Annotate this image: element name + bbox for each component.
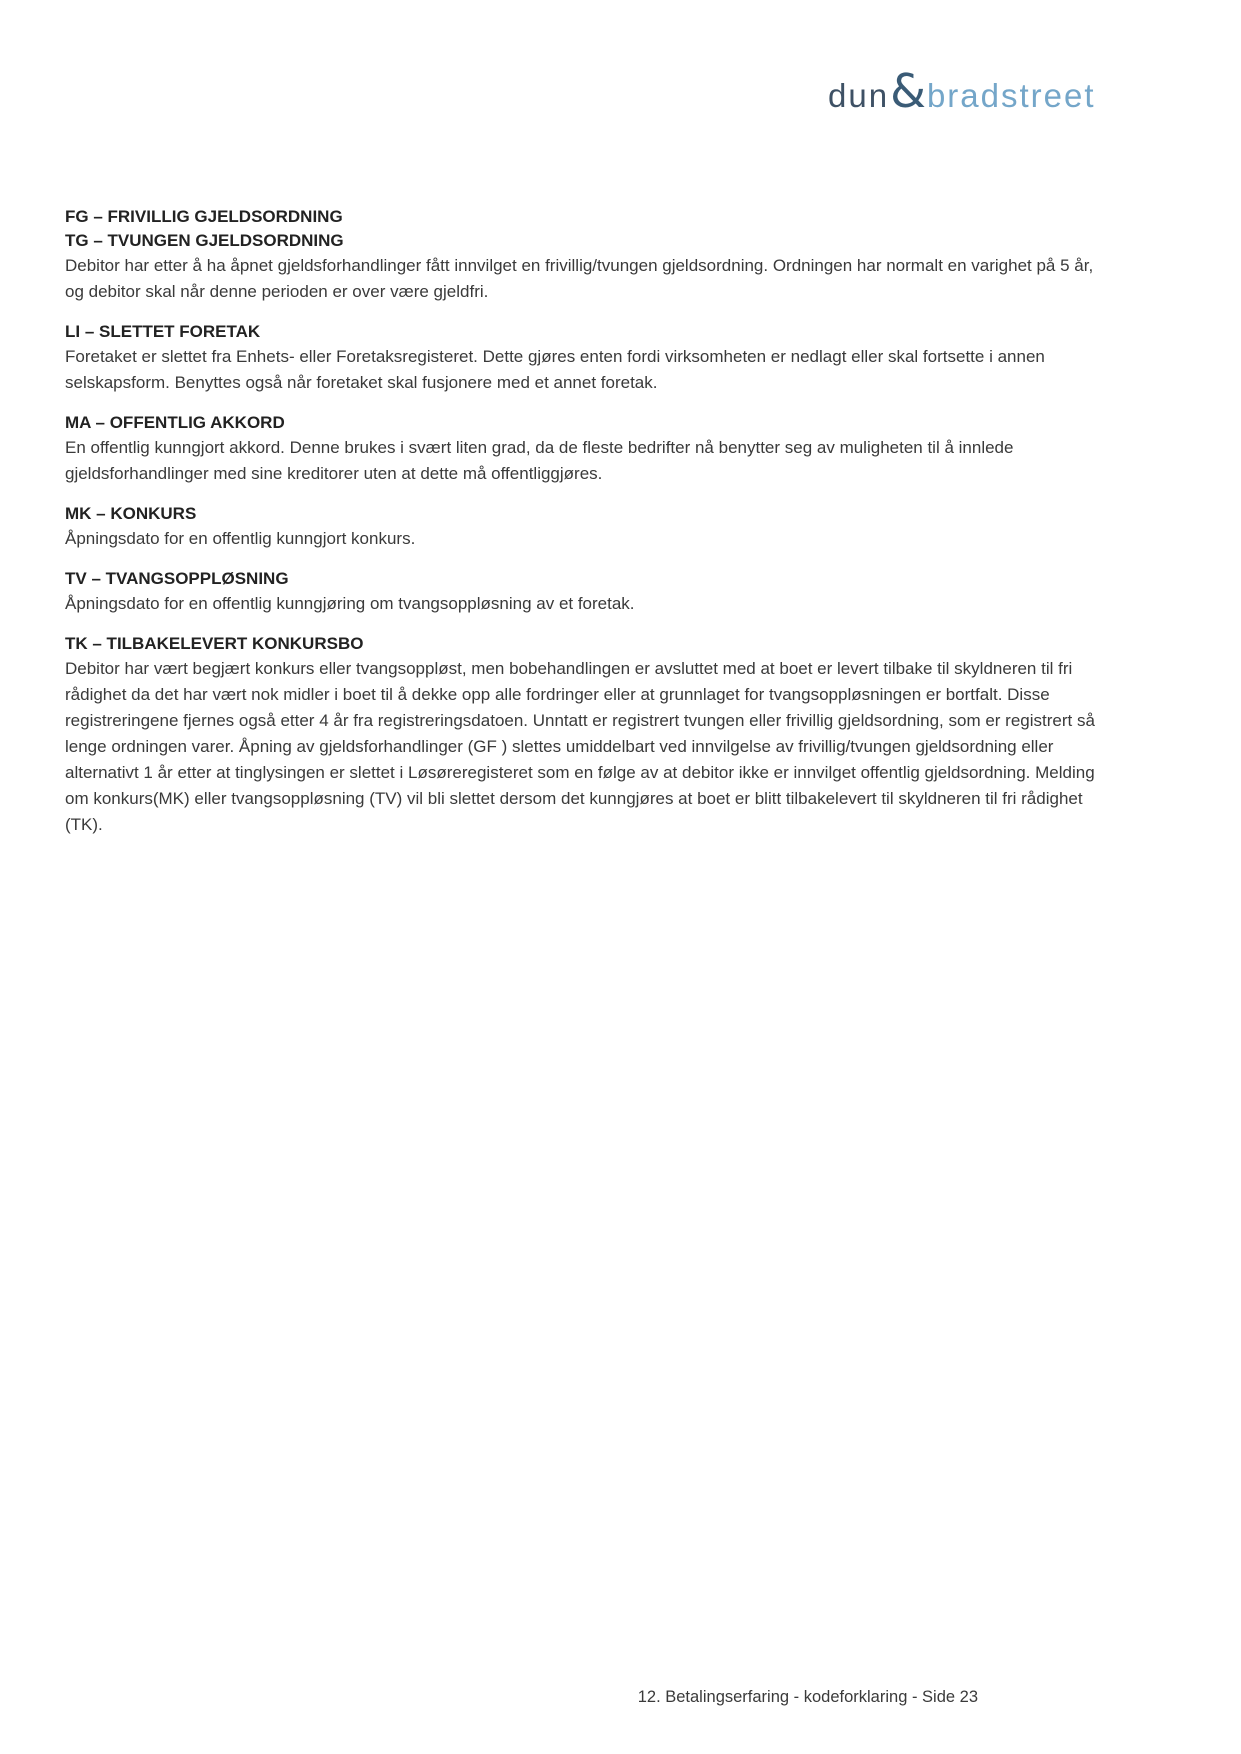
section-heading: FG – FRIVILLIG GJELDSORDNING [65,207,343,226]
section-tk [65,632,1105,838]
section-ma [65,411,1105,487]
section-heading: TV – TVANGSOPPLØSNING [65,569,289,588]
section-heading: LI – SLETTET FORETAK [65,322,261,341]
section-fg-tg [65,205,1105,305]
section-body: Foretaket er slettet fra Enhets- eller Foretaksregisteret. Dette gjøres enten fordi virksomheten er nedlagt eller skal fortsette i annen selskapsform. Benyttes også når foretaket skal fusjonere med et annet foretak. [65,347,1045,392]
dun-and-bradstreet-logo [828,64,1096,118]
section-heading: TG – TVUNGEN GJELDSORDNING [65,231,344,250]
section-li [65,320,1105,396]
logo-text-dun: dun [828,77,890,114]
page-footer-text: 12. Betalingserfaring - kodeforklaring - Side 23 [637,1688,978,1706]
section-tv [65,567,1105,617]
section-mk [65,502,1105,552]
section-body: Åpningsdato for en offentlig kunngjort konkurs. [65,529,416,548]
section-body: Åpningsdato for en offentlig kunngjøring om tvangsoppløsning av et foretak. [65,594,635,613]
section-body: Debitor har vært begjært konkurs eller tvangsoppløst, men bobehandlingen er avsluttet med at boet er levert tilbake til skyldneren til fri rådighet da det har vært nok midler i boet til å dekke opp alle fordringer eller at grunnlaget for tvangsoppløsningen er bortfalt. Disse registreringene fjernes også etter 4 år fra registreringsdatoen. Unntatt er registrert tvungen eller frivillig gjeldsordning, som er registrert så lenge ordningen varer. Åpning av gjeldsforhandlinger (GF ) slettes umiddelbart ved innvilgelse av frivillig/tvungen gjeldsordning eller alternativt 1 år etter at tinglysingen er slettet i Løsøreregisteret som en følge av at debitor ikke er innvilget offentlig gjeldsordning. Melding om konkurs(MK) eller tvangsoppløsning (TV) vil bli slettet dersom det kunngjøres at boet er blitt tilbakelevert til skyldneren til fri rådighet (TK). [65,659,1095,834]
page-footer [0,1686,978,1708]
section-heading: TK – TILBAKELEVERT KONKURSBO [65,634,364,653]
logo-text-bradstreet: bradstreet [926,77,1096,114]
ampersand-icon: & [890,64,926,118]
section-heading: MK – KONKURS [65,504,197,523]
section-body: En offentlig kunngjort akkord. Denne brukes i svært liten grad, da de fleste bedrifter nå benytter seg av muligheten til å innlede gjeldsforhandlinger med sine kreditorer uten at dette må offentliggjøres. [65,438,1014,483]
section-heading: MA – OFFENTLIG AKKORD [65,413,285,432]
document-body [65,205,1105,853]
section-body: Debitor har etter å ha åpnet gjeldsforhandlinger fått innvilget en frivillig/tvungen gjeldsordning. Ordningen har normalt en varighet på 5 år, og debitor skal når denne perioden er over være gjeldfri. [65,256,1094,301]
